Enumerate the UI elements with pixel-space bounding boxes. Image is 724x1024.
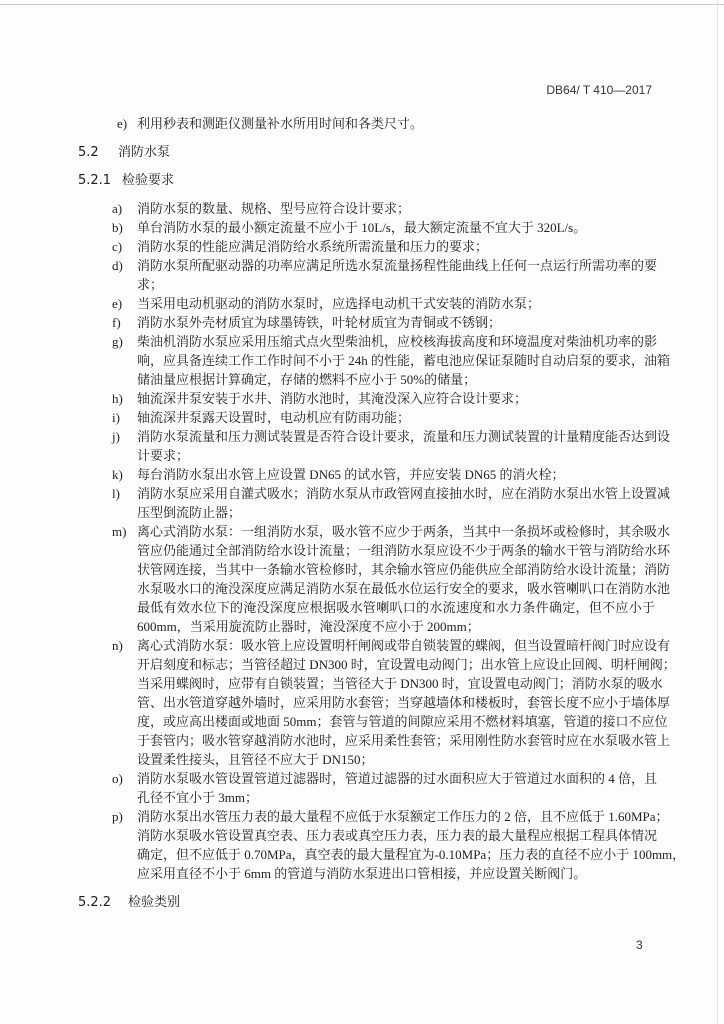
item-line: 压型倒流防止器； (137, 505, 242, 520)
item-label: b) (112, 220, 123, 235)
item-line: 柴油机消防水泵应采用压缩式点火型柴油机，应校核海拔高度和环境温度对柴油机功率的影 (137, 334, 658, 349)
item-line: 应采用直径不小于 6mm 的管道与消防水泵进出口管相接，并应设置关断阀门。 (137, 866, 587, 881)
item-line: 消防水泵吸水管设置管道过滤器时，管道过滤器的过水面积应大于管道过水面积的 4 倍，且 (137, 771, 658, 786)
item-line: 状管网连接，当其中一条输水管检修时，其余输水管应仍能供应全部消防给水设计流量；消防 (137, 562, 671, 577)
item-line: 消防水泵流量和压力测试装置是否符合设计要求，流量和压力测试装置的计量精度能否达到设 (137, 429, 671, 444)
subsection-title: 检验类别 (128, 895, 181, 910)
section-number: 5.2 (78, 145, 99, 160)
item-line: 度，或应高出楼面或地面 50mm；套管与管道的间隙应采用不燃材料填塞，管道的接口不应位 (137, 714, 668, 729)
item-line: 最低有效水位下的淹没深度应根据吸水管喇叭口的水流速度和水力条件确定，但不应小于 (137, 600, 655, 615)
list-item (0, 522, 724, 636)
item-line: 求； (137, 277, 164, 292)
item-label: n) (112, 638, 123, 653)
item-label: a) (112, 201, 123, 216)
list-item (0, 484, 724, 522)
item-label: d) (112, 258, 123, 273)
subsection-number: 5.2.1 (78, 173, 112, 188)
item-text (137, 114, 655, 133)
subsection-heading (0, 171, 724, 190)
item-line: 离心式消防水泵：一组消防水泵，吸水管不应少于两条，当其中一条损坏或检修时，其余吸水 (137, 524, 671, 539)
scan-edge-line (0, 4, 724, 5)
item-line: 消防水泵的数量、规格、型号应符合设计要求； (137, 201, 411, 216)
item-line: 轴流深井泵安装于水井、消防水池时，其淹没深入应符合设计要求； (137, 391, 528, 406)
item-label: l) (112, 486, 120, 501)
item-text (137, 636, 676, 769)
item-line: 单台消防水泵的最小额定流量不应小于 10L/s，最大额定流量不宜大于 320L/s。 (137, 220, 587, 235)
item-text (137, 522, 671, 636)
item-line: 孔径不宜小于 3mm； (137, 790, 258, 805)
list-item (0, 465, 724, 484)
item-line: 储油量应根据计算确定，存储的燃料不应小于 50%的储量； (137, 372, 477, 387)
item-line: 消防水泵的性能应满足消防给水系统所需流量和压力的要求； (137, 239, 489, 254)
list-item (0, 332, 724, 389)
list-item (0, 408, 724, 427)
item-line: 离心式消防水泵：吸水管上应设置明杆闸阀或带自锁装置的蝶阀，但当设置暗杆阀门时应设有 (137, 638, 671, 653)
item-line: 消防水泵外壳材质宜为球墨铸铁，叶轮材质宜为青铜或不锈钢； (137, 315, 502, 330)
subsection-title: 检验要求 (122, 173, 175, 188)
item-label: i) (112, 410, 120, 425)
item-line: 利用秒表和测距仪测量补水所用时间和各类尺寸。 (137, 116, 424, 131)
section-heading (0, 143, 724, 162)
list-item (0, 237, 724, 256)
item-line: 消防水泵出水管压力表的最大量程不应低于水泵额定工作压力的 2 倍，且不应低于 1.60MPa； (137, 809, 669, 824)
item-text (137, 218, 655, 237)
list-item (0, 636, 724, 769)
item-line: 消防水泵所配驱动器的功率应满足所选水泵流量扬程性能曲线上任何一点运行所需功率的要 (137, 258, 658, 273)
item-text (137, 256, 658, 294)
item-text (137, 332, 671, 389)
item-label: h) (112, 391, 123, 406)
item-label: f) (112, 315, 121, 330)
item-line: 管应仍能通过全部消防给水设计流量；一组消防水泵应设不少于两条的输水干管与消防给水环 (137, 543, 671, 558)
page-number: 3 (636, 938, 643, 952)
list-item (0, 114, 724, 133)
item-label: p) (112, 809, 123, 824)
item-text (137, 237, 655, 256)
item-line: 轴流深井泵露天设置时，电动机应有防雨功能； (137, 410, 411, 425)
item-text (137, 294, 655, 313)
item-text (137, 807, 686, 883)
item-label: c) (112, 239, 123, 254)
item-line: 当采用蝶阀时，应带有自锁装置；当管径大于 DN300 时，宜设置电动阀门；消防水泵的吸水 (137, 676, 663, 691)
item-line: 600mm，当采用旋流防止器时，淹没深度不应小于 200mm； (137, 619, 480, 634)
item-text (137, 465, 655, 484)
item-text (137, 769, 658, 807)
item-label: e) (112, 296, 123, 311)
item-line: 开启刻度和标志；当管径超过 DN300 时，宜设置电动阀门；出水管上应设止回阀、明杆闸阀； (137, 657, 676, 672)
list-item (0, 199, 724, 218)
item-line: 确定，但不应低于 0.70MPa，真空表的最大量程宜为-0.10MPa；压力表的直径不应小于 100mm， (137, 847, 686, 862)
requirements-list (0, 199, 724, 883)
item-line: 响，应具备连续工作工作时间不小于 24h 的性能，蓄电池应保证泵随时自动启泵的要求，油箱 (137, 353, 671, 368)
section-title: 消防水泵 (118, 145, 171, 160)
item-line: 管、出水管道穿越外墙时，应采用防水套管；当穿越墙体和楼板时，套管长度不应小于墙体厚 (137, 695, 671, 710)
list-item (0, 769, 724, 807)
list-item (0, 427, 724, 465)
list-item (0, 313, 724, 332)
list-item (0, 294, 724, 313)
item-label: o) (112, 771, 123, 786)
item-line: 消防水泵应采用自灌式吸水；消防水泵从市政管网直接抽水时，应在消防水泵出水管上设置减 (137, 486, 671, 501)
subsection-number: 5.2.2 (78, 895, 112, 910)
subsection-heading (0, 893, 724, 912)
item-line: 设置柔性接头，且管径不应大于 DN150； (137, 752, 374, 767)
item-line: 水泵吸水口的淹没深度应满足消防水泵在最低水位运行安全的要求，吸水管喇叭口在消防水池 (137, 581, 671, 596)
item-line: 消防水泵吸水管设置真空表、压力表或真空压力表，压力表的最大量程应根据工程具体情况 (137, 828, 658, 843)
document-code: DB64/ T 410—2017 (546, 83, 652, 97)
item-text (137, 408, 655, 427)
item-line: 当采用电动机驱动的消防水泵时，应选择电动机干式安装的消防水泵； (137, 296, 541, 311)
item-line: 计要求； (137, 448, 190, 463)
item-text (137, 484, 671, 522)
list-item (0, 807, 724, 883)
list-item (0, 256, 724, 294)
item-line: 于套管内；吸水管穿越消防水池时，应采用柔性套管；采用刚性防水套管时应在水泵吸水管上 (137, 733, 671, 748)
item-text (137, 427, 671, 465)
page-body (0, 114, 724, 912)
list-item (0, 389, 724, 408)
item-label: m) (112, 524, 127, 539)
item-label: g) (112, 334, 123, 349)
list-item (0, 218, 724, 237)
item-text (137, 389, 655, 408)
item-label: e) (117, 116, 128, 131)
item-label: j) (112, 429, 120, 444)
item-text (137, 313, 655, 332)
item-text (137, 199, 655, 218)
item-label: k) (112, 467, 123, 482)
item-line: 每台消防水泵出水管上应设置 DN65 的试水管，并应安装 DN65 的消火栓； (137, 467, 565, 482)
